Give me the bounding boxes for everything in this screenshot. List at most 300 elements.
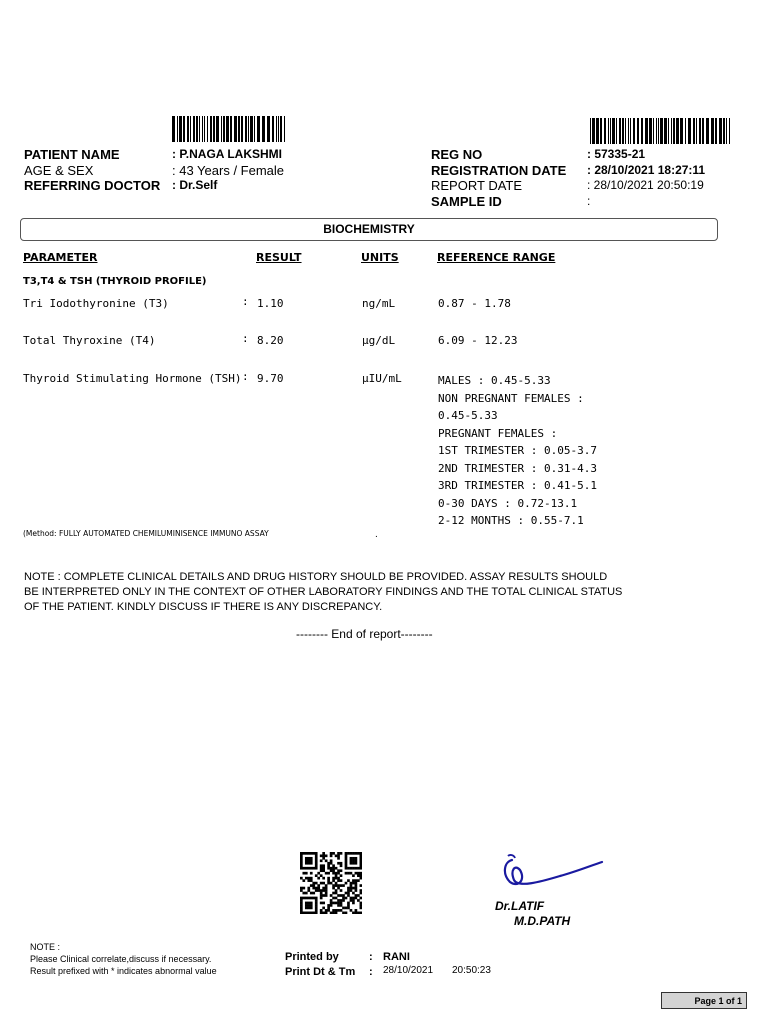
qr-module <box>322 882 325 885</box>
qr-module <box>300 909 303 912</box>
qr-module <box>357 879 360 882</box>
qr-module <box>307 852 310 855</box>
page-number-badge: Page 1 of 1 <box>661 992 747 1009</box>
qr-module <box>337 894 340 897</box>
qr-module <box>350 899 353 902</box>
qr-module <box>300 912 303 914</box>
barcode-bar <box>658 118 659 144</box>
qr-module <box>312 892 315 895</box>
qr-module <box>340 869 343 872</box>
reference-range-line: 1ST TRIMESTER : 0.05-3.7 <box>438 444 597 457</box>
qr-module <box>327 907 330 910</box>
qr-module <box>315 859 318 862</box>
report-date-value: : 28/10/2021 20:50:19 <box>587 178 704 192</box>
qr-module <box>307 897 310 900</box>
qr-module <box>320 859 323 862</box>
qr-module <box>360 892 362 895</box>
barcode-bar <box>628 118 629 144</box>
qr-module <box>320 867 323 870</box>
qr-module <box>322 857 325 860</box>
barcode-bar <box>234 116 237 142</box>
qr-module <box>360 884 362 887</box>
barcode-bar <box>213 116 215 142</box>
qr-module <box>345 854 348 857</box>
qr-module <box>325 889 328 892</box>
qr-module <box>305 902 308 905</box>
qr-module <box>315 899 318 902</box>
barcode-bar <box>590 118 591 144</box>
barcode-bar <box>660 118 663 144</box>
qr-module <box>317 872 320 875</box>
barcode-bar <box>729 118 730 144</box>
barcode-bar <box>267 116 270 142</box>
signature-scribble <box>490 850 610 895</box>
qr-module <box>335 912 338 914</box>
barcode-bar <box>612 118 615 144</box>
reference-range-line: 2ND TRIMESTER : 0.31-4.3 <box>438 461 597 475</box>
qr-module <box>357 899 360 902</box>
barcode-bar <box>702 118 704 144</box>
barcode-bar <box>719 118 722 144</box>
qr-module <box>310 892 313 895</box>
qr-module <box>327 877 330 880</box>
qr-module <box>327 867 330 870</box>
qr-module <box>342 899 345 902</box>
qr-module <box>300 907 303 910</box>
qr-module <box>317 887 320 890</box>
printed-by-colon: : <box>369 951 373 963</box>
barcode-bar <box>685 118 686 144</box>
qr-module <box>315 887 318 890</box>
qr-module <box>335 872 338 875</box>
column-header-result: RESULT <box>256 251 302 264</box>
qr-module <box>330 867 333 870</box>
qr-module <box>347 904 350 907</box>
qr-module <box>302 872 305 875</box>
qr-module <box>305 907 308 910</box>
qr-module <box>337 877 340 880</box>
qr-module <box>340 864 343 867</box>
row-colon: : <box>242 332 249 345</box>
barcode-bar <box>190 116 191 142</box>
barcode-bar <box>726 118 727 144</box>
qr-module <box>360 862 362 865</box>
qr-module <box>357 867 360 870</box>
qr-module <box>327 904 330 907</box>
parameter-name: Thyroid Stimulating Hormone (TSH) <box>23 372 242 385</box>
qr-module <box>335 874 338 877</box>
qr-module <box>337 862 340 865</box>
qr-module <box>345 912 348 914</box>
qr-module <box>347 879 350 882</box>
qr-module <box>320 882 323 885</box>
qr-module <box>330 902 333 905</box>
qr-module <box>310 857 313 860</box>
qr-module <box>302 897 305 900</box>
qr-module <box>360 877 362 880</box>
barcode-bar <box>664 118 667 144</box>
qr-module <box>325 872 328 875</box>
qr-module <box>347 887 350 890</box>
qr-module <box>337 899 340 902</box>
barcode-bar <box>656 118 657 144</box>
barcode-bar <box>221 116 222 142</box>
print-date-colon: : <box>369 966 373 978</box>
qr-module <box>350 852 353 855</box>
qr-module <box>305 859 308 862</box>
qr-module <box>300 904 303 907</box>
qr-module <box>320 864 323 867</box>
qr-module <box>305 872 308 875</box>
qr-module <box>307 862 310 865</box>
qr-module <box>360 859 362 862</box>
reference-range-line: 6.09 - 12.23 <box>438 334 518 347</box>
referring-doctor-label: REFERRING DOCTOR <box>24 178 161 193</box>
qr-module <box>322 864 325 867</box>
qr-module <box>340 884 343 887</box>
qr-module <box>322 902 325 905</box>
qr-module <box>307 912 310 914</box>
qr-module <box>335 909 338 912</box>
age-sex-value: : 43 Years / Female <box>172 163 285 178</box>
qr-module <box>315 902 318 905</box>
qr-module <box>312 852 315 855</box>
qr-module <box>347 867 350 870</box>
qr-module <box>355 882 358 885</box>
qr-module <box>355 857 358 860</box>
qr-module <box>355 867 358 870</box>
qr-module <box>305 867 308 870</box>
qr-module <box>325 884 328 887</box>
qr-module <box>302 887 305 890</box>
qr-module <box>352 897 355 900</box>
barcode-bar <box>693 118 695 144</box>
qr-module <box>300 867 303 870</box>
barcode-bar <box>254 116 255 142</box>
qr-module <box>347 889 350 892</box>
qr-module <box>342 907 345 910</box>
qr-module <box>337 857 340 860</box>
method-text: (Method: FULLY AUTOMATED CHEMILUMINISENCE IMMUNO ASSAY <box>23 529 269 538</box>
qr-module <box>327 872 330 875</box>
qr-module <box>337 879 340 882</box>
print-date-value: 28/10/2021 <box>383 965 434 976</box>
qr-module <box>315 882 318 885</box>
footer-note-line: Result prefixed with * indicates abnormal value <box>30 966 217 976</box>
qr-module <box>317 889 320 892</box>
qr-module <box>320 894 323 897</box>
section-title-box <box>20 218 718 241</box>
qr-code-icon <box>300 852 362 914</box>
qr-module <box>330 869 333 872</box>
method-dot: . <box>375 529 378 540</box>
barcode-bar <box>177 116 178 142</box>
qr-module <box>332 892 335 895</box>
result-value: 8.20 <box>257 334 284 347</box>
qr-module <box>305 877 308 880</box>
qr-module <box>347 852 350 855</box>
barcode-bar <box>248 116 249 142</box>
qr-module <box>305 857 308 860</box>
footer-note-line: Please Clinical correlate,discuss if necessary. <box>30 954 212 964</box>
qr-module <box>327 882 330 885</box>
qr-module <box>357 852 360 855</box>
test-group-title: T3,T4 & TSH (THYROID PROFILE) <box>23 276 207 287</box>
qr-module <box>352 902 355 905</box>
qr-module <box>350 897 353 900</box>
qr-module <box>305 912 308 914</box>
qr-module <box>315 909 318 912</box>
barcode-bar <box>676 118 679 144</box>
qr-module <box>310 884 313 887</box>
barcode-bar <box>645 118 648 144</box>
qr-module <box>340 889 343 892</box>
qr-module <box>337 872 340 875</box>
qr-module <box>340 874 343 877</box>
barcode-bar <box>193 116 195 142</box>
qr-module <box>347 902 350 905</box>
qr-module <box>345 897 348 900</box>
qr-module <box>320 897 323 900</box>
barcode-bar <box>641 118 643 144</box>
printed-by-label: Printed by <box>285 951 339 963</box>
qr-module <box>345 864 348 867</box>
barcode-bar <box>622 118 624 144</box>
qr-module <box>300 852 303 855</box>
qr-module <box>337 854 340 857</box>
qr-module <box>347 894 350 897</box>
barcode-bar <box>604 118 606 144</box>
qr-module <box>337 902 340 905</box>
barcode-bar <box>688 118 691 144</box>
qr-module <box>300 899 303 902</box>
qr-module <box>330 859 333 862</box>
qr-module <box>357 894 360 897</box>
reg-no-label: REG NO <box>431 147 483 162</box>
units-value: ng/mL <box>362 297 396 310</box>
qr-module <box>310 912 313 914</box>
qr-module <box>315 907 318 910</box>
qr-module <box>332 902 335 905</box>
qr-module <box>335 889 338 892</box>
qr-module <box>360 872 362 875</box>
qr-module <box>315 867 318 870</box>
qr-module <box>315 862 318 865</box>
qr-module <box>340 894 343 897</box>
qr-module <box>320 874 323 877</box>
qr-module <box>332 909 335 912</box>
qr-module <box>302 852 305 855</box>
reference-range-line: 0.87 - 1.78 <box>438 297 511 310</box>
qr-module <box>310 867 313 870</box>
barcode-bar <box>204 116 205 142</box>
qr-module <box>305 897 308 900</box>
patient-name-label: PATIENT NAME <box>24 147 120 162</box>
qr-module <box>312 882 315 885</box>
qr-module <box>307 907 310 910</box>
barcode-bar <box>649 118 652 144</box>
barcode-bar <box>715 118 717 144</box>
barcode-bar <box>696 118 697 144</box>
qr-module <box>337 852 340 855</box>
qr-module <box>302 892 305 895</box>
qr-module <box>312 887 315 890</box>
barcode-bar <box>238 116 240 142</box>
qr-module <box>350 889 353 892</box>
qr-module <box>307 889 310 892</box>
qr-module <box>345 857 348 860</box>
qr-module <box>315 904 318 907</box>
qr-module <box>315 897 318 900</box>
qr-module <box>302 912 305 914</box>
qr-module <box>352 857 355 860</box>
qr-module <box>342 912 345 914</box>
qr-module <box>347 907 350 910</box>
barcode-bar <box>723 118 725 144</box>
qr-module <box>360 857 362 860</box>
qr-module <box>325 887 328 890</box>
qr-module <box>330 912 333 914</box>
qr-module <box>335 902 338 905</box>
qr-module <box>350 867 353 870</box>
result-value: 9.70 <box>257 372 284 385</box>
qr-module <box>340 899 343 902</box>
footer-note-title: NOTE : <box>30 942 61 952</box>
qr-module <box>310 862 313 865</box>
qr-module <box>302 867 305 870</box>
qr-module <box>332 867 335 870</box>
result-value: 1.10 <box>257 297 284 310</box>
qr-module <box>300 887 303 890</box>
column-header-reference-range: REFERENCE RANGE <box>437 251 556 264</box>
qr-module <box>320 869 323 872</box>
qr-module <box>355 884 358 887</box>
qr-module <box>327 862 330 865</box>
doctor-degree: M.D.PATH <box>514 914 571 928</box>
barcode-bar <box>216 116 219 142</box>
qr-module <box>332 879 335 882</box>
qr-module <box>340 902 343 905</box>
barcode-bar <box>608 118 609 144</box>
qr-module <box>307 879 310 882</box>
qr-module <box>332 872 335 875</box>
qr-module <box>335 867 338 870</box>
barcode-bar <box>202 116 203 142</box>
qr-module <box>345 892 348 895</box>
qr-module <box>302 879 305 882</box>
barcode-bar <box>284 116 285 142</box>
qr-module <box>315 857 318 860</box>
clinical-note: NOTE : COMPLETE CLINICAL DETAILS AND DRUG HISTORY SHOULD BE PROVIDED. ASSAY RESULTS SHOULD BE INTERPRETED ONLY IN THE CONTEXT OF OTHER LABORATORY FINDINGS AND THE TOTAL CLINICAL STATUS OF THE PATIENT. KINDLY DISCUSS IF THERE IS ANY DISCREPANCY. <box>24 571 623 613</box>
qr-module <box>335 897 338 900</box>
qr-module <box>322 907 325 910</box>
qr-module <box>325 859 328 862</box>
qr-module <box>312 912 315 914</box>
qr-module <box>335 882 338 885</box>
qr-module <box>322 887 325 890</box>
barcode-bar <box>619 118 621 144</box>
qr-module <box>352 887 355 890</box>
qr-module <box>332 912 335 914</box>
barcode-bar <box>278 116 279 142</box>
qr-module <box>335 877 338 880</box>
barcode-bar <box>596 118 599 144</box>
qr-module <box>347 872 350 875</box>
reg-no-value: : 57335-21 <box>587 147 646 161</box>
qr-module <box>310 852 313 855</box>
qr-module <box>322 877 325 880</box>
barcode-bar <box>610 118 611 144</box>
column-header-units: UNITS <box>361 251 399 264</box>
qr-module <box>355 887 358 890</box>
qr-module <box>322 852 325 855</box>
qr-module <box>340 904 343 907</box>
qr-module <box>355 894 358 897</box>
qr-module <box>335 892 338 895</box>
qr-module <box>352 892 355 895</box>
qr-module <box>312 884 315 887</box>
qr-module <box>310 877 313 880</box>
qr-module <box>315 864 318 867</box>
referring-doctor-value: : Dr.Self <box>172 178 218 192</box>
qr-module <box>312 867 315 870</box>
qr-module <box>357 872 360 875</box>
barcode-bar <box>671 118 672 144</box>
parameter-name: Tri Iodothyronine (T3) <box>23 297 169 310</box>
qr-module <box>355 879 358 882</box>
qr-module <box>300 857 303 860</box>
qr-module <box>345 852 348 855</box>
reference-range-line: 0-30 DAYS : 0.72-13.1 <box>438 496 578 510</box>
barcode-bar <box>653 118 654 144</box>
row-colon: : <box>242 370 249 383</box>
qr-module <box>350 859 353 862</box>
qr-module <box>345 882 348 885</box>
barcode-bar <box>179 116 182 142</box>
barcode-bar <box>183 116 185 142</box>
qr-module <box>350 884 353 887</box>
patient-name-value: : P.NAGA LAKSHMI <box>172 147 283 161</box>
barcode-right-icon <box>590 118 732 144</box>
row-colon: : <box>242 295 249 308</box>
qr-module <box>355 897 358 900</box>
qr-module <box>300 854 303 857</box>
qr-module <box>325 892 328 895</box>
qr-module <box>332 884 335 887</box>
qr-module <box>317 877 320 880</box>
qr-module <box>315 854 318 857</box>
qr-module <box>320 909 323 912</box>
qr-module <box>305 862 308 865</box>
barcode-bar <box>226 116 229 142</box>
column-header-parameter: PARAMETER <box>23 251 98 264</box>
barcode-bar <box>668 118 669 144</box>
units-value: µg/dL <box>362 334 396 347</box>
qr-module <box>307 887 310 890</box>
print-time-value: 20:50:23 <box>452 965 491 976</box>
qr-module <box>330 894 333 897</box>
printed-by-value: RANI <box>383 951 410 963</box>
barcode-bar <box>616 118 617 144</box>
doctor-name: Dr.LATIF <box>495 899 545 913</box>
qr-module <box>352 912 355 914</box>
qr-module <box>350 862 353 865</box>
barcode-bar <box>172 116 175 142</box>
qr-module <box>337 887 340 890</box>
barcode-bar <box>633 118 635 144</box>
qr-module <box>360 854 362 857</box>
qr-module <box>355 912 358 914</box>
